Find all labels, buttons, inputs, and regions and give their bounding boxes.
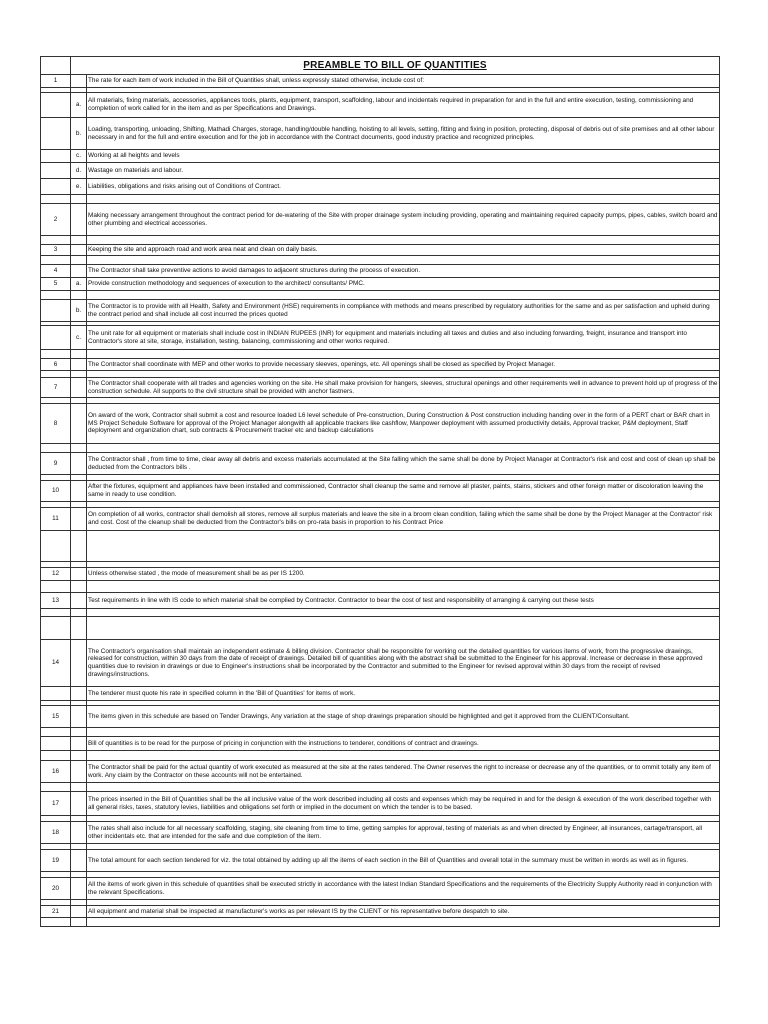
table-row [41, 481, 720, 502]
item-number [41, 617, 71, 640]
item-description: Loading, transporting, unloading, Shifting, Mathadi Charges, storage, handling/double handling, hoisting to all levels, setting, fitting and fixing in position, protecting, disposal of debris out of site premises and all other labour necessary in and for the full and entire execution and for the job in accordance with the Contract documents, good industry practice and recognized principles. [87, 118, 720, 150]
sub-item-letter: e. [71, 179, 87, 195]
item-number: 20 [41, 878, 71, 900]
table-row [41, 118, 720, 150]
item-description: Liabilities, obligations and risks arising out of Conditions of Contract. [87, 179, 720, 195]
item-number: 4 [41, 265, 71, 278]
item-number: 14 [41, 640, 71, 687]
table-row [41, 326, 720, 350]
item-number: 16 [41, 761, 71, 783]
item-description: Provide construction methodology and sequences of execution to the architect/ consultants/ PMC. [87, 278, 720, 291]
item-number [41, 118, 71, 150]
sub-item-letter [71, 918, 87, 927]
item-number [41, 783, 71, 792]
table-row [41, 593, 720, 609]
sub-item-letter [71, 783, 87, 792]
sub-item-letter [71, 706, 87, 728]
table-row [41, 581, 720, 593]
table-row [41, 300, 720, 322]
table-row [41, 236, 720, 245]
item-description: Wastage on materials and labour. [87, 163, 720, 179]
sub-item-letter: c. [71, 326, 87, 350]
item-number [41, 163, 71, 179]
item-description [87, 371, 720, 378]
title-row [41, 57, 720, 75]
item-description [87, 291, 720, 300]
table-row [41, 256, 720, 265]
table-row [41, 850, 720, 872]
table-row [41, 706, 720, 728]
item-number [41, 350, 71, 359]
table-row [41, 195, 720, 204]
item-description: The Contractor shall take preventive actions to avoid damages to adjacent structures during the process of execution. [87, 265, 720, 278]
sub-item-letter: b. [71, 118, 87, 150]
item-number: 8 [41, 404, 71, 444]
item-number: 17 [41, 792, 71, 816]
item-description: Bill of quantities is to be read for the purpose of pricing in conjunction with the instructions to tenderer, conditions of contract and drawings. [87, 737, 720, 751]
item-number: 19 [41, 850, 71, 872]
sub-item-letter [71, 728, 87, 737]
table-row [41, 75, 720, 88]
table-row [41, 508, 720, 531]
item-description: Keeping the site and approach road and work area neat and clean on daily basis. [87, 245, 720, 256]
table-row [41, 906, 720, 918]
sub-item-letter [71, 444, 87, 453]
title-left-cell [41, 57, 71, 75]
sub-item-letter: a. [71, 93, 87, 118]
sub-item-letter [71, 204, 87, 236]
table-row [41, 728, 720, 737]
item-number [41, 195, 71, 204]
table-row [41, 278, 720, 291]
sub-item-letter [71, 371, 87, 378]
item-number: 2 [41, 204, 71, 236]
item-description: After the fixtures, equipment and appliances have been installed and commissioned, Contractor shall cleanup the same and remove all plaster, paints, stains, stickers and other foreign matter or discoloration leaving the same in ready to use condition. [87, 481, 720, 502]
sub-item-letter [71, 481, 87, 502]
sub-item-letter: a. [71, 278, 87, 291]
table-row [41, 444, 720, 453]
preamble-table [40, 56, 720, 927]
table-row [41, 822, 720, 844]
table-row [41, 609, 720, 617]
table-row [41, 359, 720, 371]
sub-item-letter [71, 792, 87, 816]
sub-item-letter [71, 359, 87, 371]
item-number [41, 737, 71, 751]
table-row [41, 761, 720, 783]
item-description: All equipment and material shall be inspected at manufacturer's works as per relevant IS by the CLIENT or his representative before despatch to site. [87, 906, 720, 918]
table-row [41, 640, 720, 687]
item-description: On completion of all works, contractor shall demolish all stores, remove all surplus materials and leave the site in a broom clean condition, failing which the same shall be done by the Project Manager at the Contractor' risk and cost. Cost of the cleanup shall be deducted from the Contractor's bills on pro-rata basis in proportion to his Contract Price [87, 508, 720, 531]
item-number: 9 [41, 453, 71, 475]
item-description: Unless otherwise stated , the mode of measurement shall be as per IS 1200. [87, 568, 720, 581]
table-row [41, 378, 720, 398]
item-description [87, 444, 720, 453]
item-number: 6 [41, 359, 71, 371]
sub-item-letter [71, 404, 87, 444]
sub-item-letter: d. [71, 163, 87, 179]
sub-item-letter [71, 236, 87, 245]
item-description [87, 617, 720, 640]
sub-item-letter [71, 593, 87, 609]
sub-item-letter: b. [71, 300, 87, 322]
item-number [41, 728, 71, 737]
sub-item-letter [71, 531, 87, 562]
item-number: 10 [41, 481, 71, 502]
table-row [41, 404, 720, 444]
table-row [41, 245, 720, 256]
sub-item-letter [71, 878, 87, 900]
item-number: 11 [41, 508, 71, 531]
table-row [41, 350, 720, 359]
item-number [41, 531, 71, 562]
item-number: 13 [41, 593, 71, 609]
sub-item-letter [71, 568, 87, 581]
item-description: The items given in this schedule are based on Tender Drawings, Any variation at the stage of shop drawings preparation should be highlighted and get it approved from the CLIENT/Consultant. [87, 706, 720, 728]
preamble-sheet [40, 56, 719, 927]
sub-item-letter [71, 378, 87, 398]
item-description: The tenderer must quote his rate in specified column in the 'Bill of Quantities' for items of work. [87, 687, 720, 701]
item-number: 3 [41, 245, 71, 256]
item-description: All the items of work given in this schedule of quantities shall be executed strictly in accordance with the latest Indian Standard Specifications and the requirements of the Electricity Supply Authority read in conjunction with the relevant Specifications. [87, 878, 720, 900]
item-description [87, 195, 720, 204]
sub-item-letter [71, 751, 87, 761]
item-number: 1 [41, 75, 71, 88]
table-row [41, 204, 720, 236]
item-number [41, 581, 71, 593]
item-description [87, 751, 720, 761]
item-description: Test requirements in line with IS code to which material shall be complied by Contractor. Contractor to bear the cost of test and responsibility of arranging & carrying out these tests [87, 593, 720, 609]
item-number [41, 609, 71, 617]
sub-item-letter [71, 640, 87, 687]
item-description [87, 783, 720, 792]
title-cell: PREAMBLE TO BILL OF QUANTITIES [71, 57, 720, 75]
table-row [41, 918, 720, 927]
item-description [87, 236, 720, 245]
sub-item-letter [71, 195, 87, 204]
table-row [41, 150, 720, 163]
sub-item-letter [71, 350, 87, 359]
item-number [41, 236, 71, 245]
item-number [41, 179, 71, 195]
item-description: On award of the work, Contractor shall submit a cost and resource loaded L6 level schedule of Pre-construction, During Construction & Post construction including handing over in the form of a PERT chart or BAR chart in MS Project Schedule Software for approval of the Project Manager alongwith all applicable trackers like cashflow, Manpower deployment with assumed productivity details, Approval tracker, P&M deployment, Staff deployment and organization chart, sub contracts & Procurement tracker etc and backup calculations [87, 404, 720, 444]
sub-item-letter [71, 850, 87, 872]
item-number: 5 [41, 278, 71, 291]
item-description [87, 609, 720, 617]
item-description [87, 256, 720, 265]
sub-item-letter [71, 822, 87, 844]
sub-item-letter [71, 291, 87, 300]
sub-item-letter [71, 265, 87, 278]
sub-item-letter [71, 761, 87, 783]
item-number: 12 [41, 568, 71, 581]
item-number [41, 93, 71, 118]
table-body [41, 57, 720, 927]
item-description: The Contractor shall coordinate with MEP and other works to provide necessary sleeves, openings, etc. All openings shall be closed as specified by Project Manager. [87, 359, 720, 371]
table-row [41, 531, 720, 562]
table-row [41, 687, 720, 701]
sub-item-letter [71, 75, 87, 88]
table-row [41, 751, 720, 761]
item-description: All materials, fixing materials, accessories, appliances tools, plants, equipment, transport, scaffolding, labour and incidentals required in preparation for and in the full and entire execution, testing, commissioning and completion of work called for in the item and as per Specifications and Drawings. [87, 93, 720, 118]
table-row [41, 453, 720, 475]
item-description [87, 728, 720, 737]
table-row [41, 617, 720, 640]
item-description: The Contractor is to provide with all Health, Safety and Environment (HSE) requirements in compliance with methods and means prescribed by regulatory authorities for the same and as per satisfaction and upheld during the contract period and shall include all cost incurred the prices quoted [87, 300, 720, 322]
sub-item-letter [71, 687, 87, 701]
item-description: The Contractor shall be paid for the actual quantity of work executed as measured at the site at the rates tendered. The Owner reserves the right to increase or decrease any of the quantities, or to ommit totally any item of work. Any claim by the Contractor on these accounts will not be entertained. [87, 761, 720, 783]
table-row [41, 783, 720, 792]
item-description: Working at all heights and levels [87, 150, 720, 163]
sub-item-letter [71, 508, 87, 531]
item-number [41, 687, 71, 701]
item-number [41, 150, 71, 163]
item-description: The unit rate for all equipment or materials shall include cost in INDIAN RUPEES (INR) for equipment and materials including all taxes and duties and also including forwarding, freight, insurance and transport into Contractor's store at site, storage, installation, testing, balancing, commissioning and other works required. [87, 326, 720, 350]
item-description: The prices inserted in the Bill of Quantities shall be the all inclusive value of the work described including all costs and expenses which may be required in and for the design & execution of the work described together with all general risks, taxes, statutory levies, liabilities and obligations set forth or implied in the document on which the tender is to be based. [87, 792, 720, 816]
sub-item-letter [71, 906, 87, 918]
item-number: 18 [41, 822, 71, 844]
table-row [41, 737, 720, 751]
item-number [41, 444, 71, 453]
sub-item-letter [71, 453, 87, 475]
table-row [41, 291, 720, 300]
item-number: 15 [41, 706, 71, 728]
item-description [87, 531, 720, 562]
item-description [87, 581, 720, 593]
item-description: The total amount for each section tendered for viz. the total obtained by adding up all the items of each section in the Bill of Quantities and overall total in the summary must be written in words as well as in figures. [87, 850, 720, 872]
sub-item-letter [71, 256, 87, 265]
table-row [41, 878, 720, 900]
item-number [41, 918, 71, 927]
item-description [87, 918, 720, 927]
table-row [41, 163, 720, 179]
item-number [41, 300, 71, 322]
item-number [41, 371, 71, 378]
item-description: The Contractor's organisation shall maintain an independent estimate & billing division. Contractor shall be responsible for working out the detailed quantities for various items of work, from the progressive drawings, released for construction, within 30 days from the date of receipt of drawings. Detailed bill of quantities along with the abstract shall be submitted to the Engineer for his approval. Increase or decrease in these approved quantities due to revision in drawings or due to Engineer's instructions shall be incorporated by the Contractor and submitted to the Engineer for revised approval within 30 days from the receipt of revised drawings/instructions. [87, 640, 720, 687]
item-description: The Contractor shall , from time to time, clear away all debris and excess materials accumulated at the Site falling which the same shall be done by Project Manager at Contractor's risk and cost and cost of clean up shall be deducted from the Contractors bills . [87, 453, 720, 475]
item-description: The rates shall also include for all necessary scaffolding, staging, site cleaning from time to time, getting samples for approval, testing of materials as and when directed by Engineer, all insurances, cartage/transport, all other incidentals etc. that are intended for the safe and due completion of the item. [87, 822, 720, 844]
sub-item-letter [71, 609, 87, 617]
table-row [41, 93, 720, 118]
item-number [41, 256, 71, 265]
table-row [41, 568, 720, 581]
table-row [41, 371, 720, 378]
sub-item-letter [71, 737, 87, 751]
item-number [41, 326, 71, 350]
sub-item-letter [71, 617, 87, 640]
item-description [87, 350, 720, 359]
sub-item-letter [71, 581, 87, 593]
item-number: 21 [41, 906, 71, 918]
sub-item-letter: c. [71, 150, 87, 163]
item-number: 7 [41, 378, 71, 398]
item-number [41, 751, 71, 761]
table-row [41, 792, 720, 816]
item-description: The Contractor shall cooperate with all trades and agencies working on the site. He shall make provision for hangers, sleeves, structural openings and other requirements well in advance to prevent hold up of progress of the construction schedule. All supports to the civil structure shall be provided with anchor fastners. [87, 378, 720, 398]
item-description: Making necessary arrangement throughout the contract period for de-watering of the Site with proper drainage system including providing, operating and maintaining required capacity pumps, pipes, cables, switch board and other plumbing and electrical accessories. [87, 204, 720, 236]
sub-item-letter [71, 245, 87, 256]
table-row [41, 179, 720, 195]
item-description: The rate for each item of work included in the Bill of Quantities shall, unless expressly stated otherwise, include cost of: [87, 75, 720, 88]
table-row [41, 265, 720, 278]
item-number [41, 291, 71, 300]
